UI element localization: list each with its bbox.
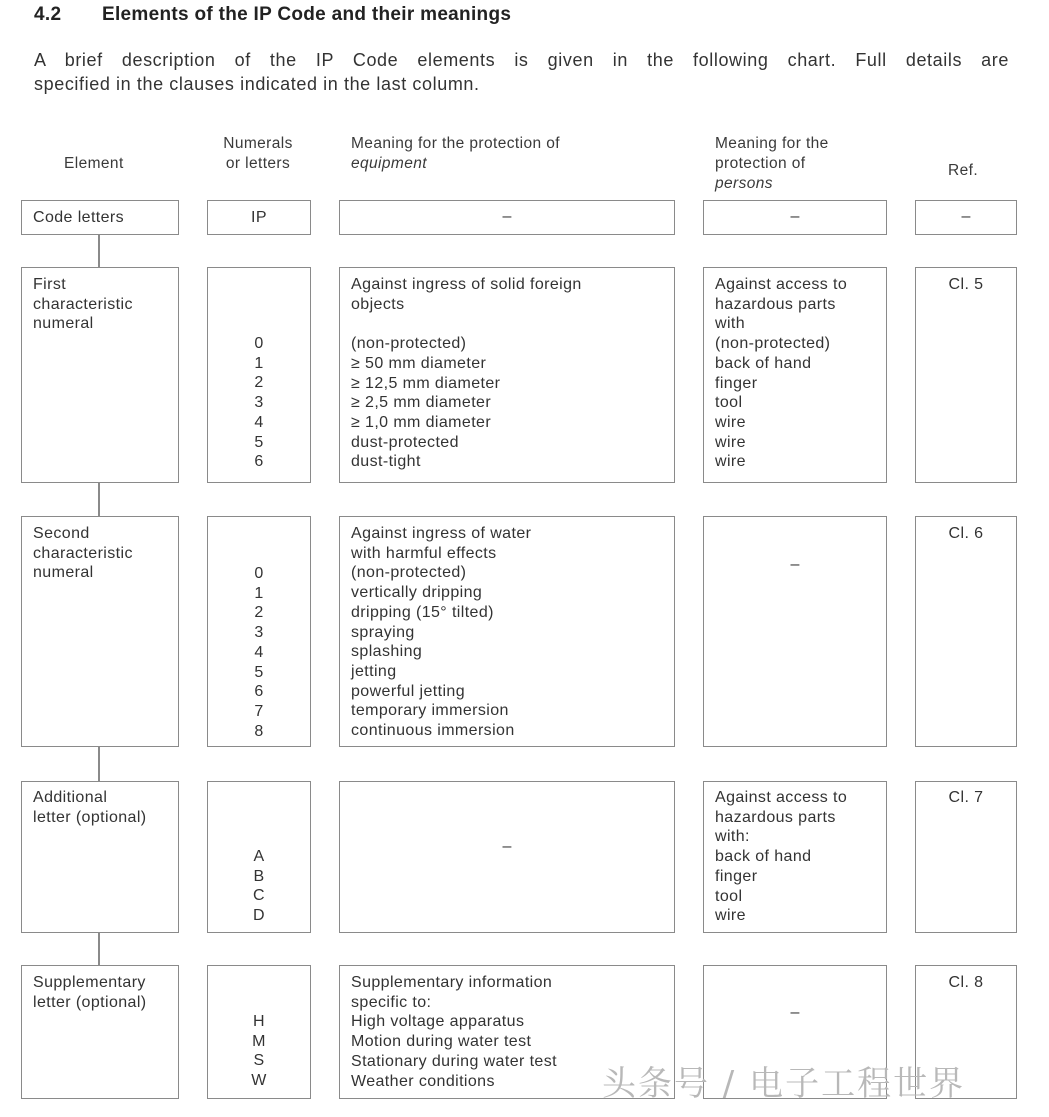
watermark-text: 头条号 / 电子工程世界 — [602, 1064, 966, 1104]
intro-line-2: specified in the clauses indicated in the last column. — [34, 74, 480, 94]
first-numeral: 3 — [254, 394, 264, 412]
second-equipment-item: vertically dripping — [351, 584, 483, 602]
additional-persons-item: Against access to — [715, 789, 848, 806]
header-persons-line: Meaning for the — [715, 135, 829, 152]
header-persons-line: protection of — [715, 155, 806, 172]
additional-persons-item: tool — [715, 887, 743, 905]
header-numerals-line: Numerals — [223, 135, 293, 152]
first-numeral: 1 — [254, 354, 264, 372]
second-equipment-item: powerful jetting — [351, 682, 466, 700]
connector-line — [98, 932, 100, 966]
first-element-line: First — [33, 276, 67, 293]
second-element-line: Second — [33, 525, 90, 542]
second-equipment-item: dripping (15° tilted) — [351, 603, 494, 621]
second-ref-box — [915, 516, 1017, 747]
additional-persons-item: with: — [715, 828, 750, 846]
first-persons-item: tool — [715, 394, 743, 412]
first-equipment-item: dust-tight — [351, 453, 421, 471]
first-element-line: numeral — [33, 315, 94, 333]
supplementary-element-label — [33, 973, 147, 1012]
first-numerals-list — [207, 334, 311, 472]
supplementary-ref-value: Cl. 8 — [948, 974, 984, 991]
first-equipment-item: ≥ 12,5 mm diameter — [351, 374, 501, 392]
section-heading — [34, 4, 511, 26]
header-persons — [715, 134, 829, 194]
second-numeral: 6 — [254, 683, 264, 701]
first-persons-item: wire — [715, 413, 746, 431]
second-persons-box — [703, 516, 887, 747]
first-persons-item: wire — [715, 433, 746, 451]
first-persons-item: with — [715, 315, 746, 333]
header-persons-italic: persons — [715, 175, 773, 192]
second-numeral: 5 — [254, 663, 264, 681]
header-numerals — [208, 134, 308, 174]
additional-letter: A — [253, 848, 265, 865]
second-equipment-item: splashing — [351, 643, 423, 661]
second-element-line: characteristic — [33, 544, 133, 562]
additional-persons-text — [715, 788, 847, 926]
first-persons-item: finger — [715, 374, 758, 392]
first-element-label — [33, 275, 133, 334]
second-numeral: 1 — [254, 584, 264, 602]
header-equipment-italic: equipment — [351, 155, 427, 172]
supplementary-equipment-item: Motion during water test — [351, 1033, 532, 1051]
second-numeral: 7 — [254, 702, 264, 720]
first-ref-box — [915, 267, 1017, 483]
second-equipment-item: spraying — [351, 623, 415, 641]
header-element: Element — [64, 155, 124, 172]
additional-persons-item: wire — [715, 907, 746, 925]
first-equipment-text — [351, 275, 582, 472]
first-equipment-heading: Against ingress of solid foreign — [351, 276, 582, 293]
second-ref-value: Cl. 6 — [948, 525, 984, 542]
first-element-line: characteristic — [33, 295, 133, 313]
supplementary-equipment-item: Weather conditions — [351, 1072, 495, 1090]
second-persons-dash: – — [790, 556, 800, 573]
supplementary-element-line: letter (optional) — [33, 993, 147, 1011]
first-persons-item: wire — [715, 453, 746, 471]
first-numeral: 2 — [254, 374, 264, 392]
first-equipment-item: dust-protected — [351, 433, 459, 451]
intro-line-1: A brief description of the IP Code elements is given in the following chart. Full details are — [34, 50, 1009, 70]
supplementary-equipment-item: High voltage apparatus — [351, 1013, 525, 1031]
section-number: 4.2 — [34, 4, 62, 25]
first-persons-item: back of hand — [715, 354, 812, 372]
first-numeral: 4 — [254, 413, 264, 431]
second-equipment-text — [351, 524, 531, 741]
additional-equipment-dash: – — [502, 838, 512, 855]
code-persons-dash: – — [790, 208, 800, 225]
first-equipment-item: ≥ 50 mm diameter — [351, 354, 487, 372]
additional-ref-value: Cl. 7 — [948, 789, 984, 806]
spacer — [351, 314, 582, 334]
additional-letters-list — [207, 847, 311, 926]
connector-line — [98, 482, 100, 518]
supplementary-letter: M — [252, 1032, 266, 1050]
first-equipment-item: (non-protected) — [351, 335, 467, 353]
section-title: Elements of the IP Code and their meanings — [102, 4, 512, 25]
first-equipment-heading: objects — [351, 295, 405, 313]
second-equipment-item: (non-protected) — [351, 564, 467, 582]
code-numerals-value: IP — [251, 209, 267, 226]
supplementary-equipment-item: Stationary during water test — [351, 1052, 557, 1070]
second-equipment-item: continuous immersion — [351, 722, 515, 740]
second-numeral: 3 — [254, 624, 264, 642]
first-numeral: 6 — [254, 453, 264, 471]
second-numeral: 8 — [254, 722, 264, 740]
additional-element-line: letter (optional) — [33, 808, 147, 826]
second-element-line: numeral — [33, 564, 94, 582]
additional-element-label — [33, 788, 147, 827]
additional-equipment-box — [339, 781, 675, 933]
connector-line — [98, 746, 100, 782]
first-equipment-item: ≥ 1,0 mm diameter — [351, 413, 492, 431]
first-persons-item: (non-protected) — [715, 335, 831, 353]
supplementary-element-line: Supplementary — [33, 974, 146, 991]
code-equipment-dash: – — [502, 208, 512, 225]
second-element-label — [33, 524, 133, 583]
second-numeral: 2 — [254, 604, 264, 622]
header-equipment-line: Meaning for the protection of — [351, 135, 560, 152]
connector-line — [98, 234, 100, 268]
first-ref-value: Cl. 5 — [948, 276, 984, 293]
second-equipment-item: jetting — [351, 662, 397, 680]
additional-element-line: Additional — [33, 789, 108, 806]
supplementary-persons-dash: – — [790, 1004, 800, 1021]
additional-persons-item: finger — [715, 867, 758, 885]
supplementary-letters-list — [207, 1012, 311, 1091]
intro-paragraph — [34, 48, 1009, 96]
supplementary-letter: W — [251, 1072, 267, 1090]
supplementary-equipment-text — [351, 973, 557, 1091]
second-numeral: 4 — [254, 643, 264, 661]
second-numeral: 0 — [254, 565, 264, 582]
code-element-label: Code letters — [33, 209, 125, 226]
supplementary-letter: H — [253, 1013, 265, 1030]
additional-letter: B — [253, 867, 265, 885]
first-numeral: 0 — [254, 335, 264, 352]
additional-letter: D — [253, 907, 265, 925]
header-equipment — [351, 134, 560, 174]
additional-persons-item: back of hand — [715, 848, 812, 866]
code-ref-dash: – — [961, 208, 971, 225]
additional-letter: C — [253, 887, 265, 905]
header-ref: Ref. — [948, 162, 979, 179]
second-equipment-item: with harmful effects — [351, 544, 497, 562]
second-numerals-list — [207, 564, 311, 741]
second-equipment-item: Against ingress of water — [351, 525, 532, 542]
additional-persons-item: hazardous parts — [715, 808, 836, 826]
supplementary-equipment-item: specific to: — [351, 993, 432, 1011]
second-equipment-item: temporary immersion — [351, 702, 509, 720]
first-persons-item: hazardous parts — [715, 295, 836, 313]
first-persons-text — [715, 275, 847, 472]
first-numeral: 5 — [254, 433, 264, 451]
header-numerals-line: or letters — [225, 155, 291, 172]
supplementary-letter: S — [253, 1052, 265, 1070]
supplementary-equipment-item: Supplementary information — [351, 974, 553, 991]
first-equipment-item: ≥ 2,5 mm diameter — [351, 394, 492, 412]
first-persons-item: Against access to — [715, 276, 848, 293]
